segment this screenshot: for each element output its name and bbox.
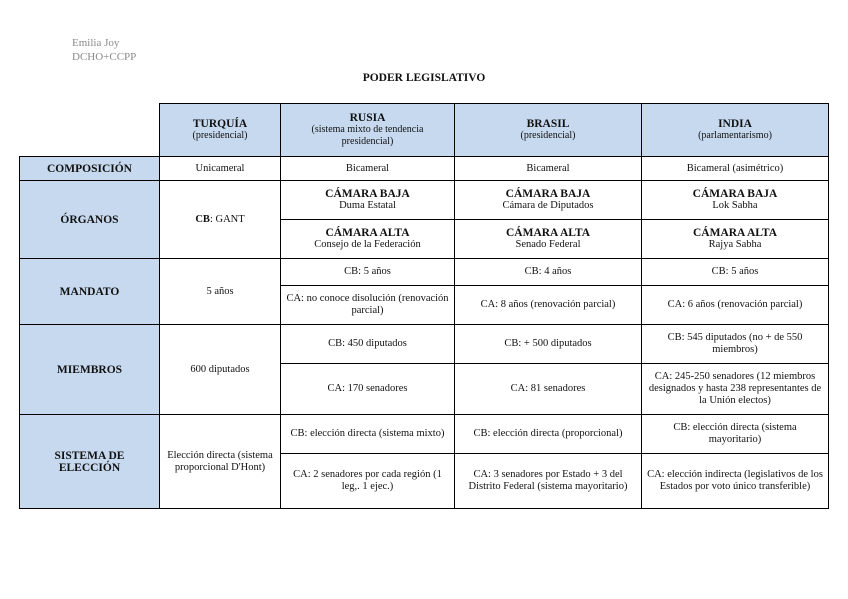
row-label-sistema: SISTEMA DE ELECCIÓN <box>20 415 160 509</box>
legislative-comparison-table <box>19 103 829 509</box>
row-mandato-cb <box>20 259 829 286</box>
cell-composicion-india: Bicameral (asimétrico) <box>642 157 829 181</box>
chamber-name: Duma Estatal <box>339 200 396 211</box>
cell-miembros-rusia-ca: CA: 170 senadores <box>281 364 455 415</box>
cell-miembros-india-ca: CA: 245-250 senadores (12 miembros designados y hasta 238 representantes de la Unión electos) <box>642 364 829 415</box>
cell-miembros-brasil-ca: CA: 81 senadores <box>455 364 642 415</box>
cell-sistema-india-cb: CB: elección directa (sistema mayoritario) <box>642 415 829 454</box>
organos-turquia-value: : GANT <box>209 213 245 225</box>
cell-mandato-rusia-cb: CB: 5 años <box>281 259 455 286</box>
chamber-title: CÁMARA ALTA <box>505 227 591 239</box>
row-miembros-cb <box>20 325 829 364</box>
cell-miembros-brasil-cb: CB: + 500 diputados <box>455 325 642 364</box>
column-name: RUSIA <box>349 112 386 124</box>
chamber-name: Rajya Sabha <box>708 239 762 250</box>
cell-organos-brasil-baja <box>455 181 642 220</box>
cell-mandato-turquia: 5 años <box>160 259 281 325</box>
cell-organos-rusia-baja <box>281 181 455 220</box>
cell-sistema-brasil-ca: CA: 3 senadores por Estado + 3 del Distrito Federal (sistema mayoritario) <box>455 454 642 509</box>
column-subtitle: (sistema mixto de tendencia presidencial) <box>311 124 424 147</box>
cell-sistema-rusia-ca: CA: 2 senadores por cada región (1 leg,. 1 ejec.) <box>281 454 455 509</box>
chamber-title: CÁMARA ALTA <box>325 227 410 239</box>
cell-miembros-india-cb: CB: 545 diputados (no + de 550 miembros) <box>642 325 829 364</box>
row-organos-baja <box>20 181 829 220</box>
row-label-miembros: MIEMBROS <box>20 325 160 415</box>
chamber-title: CÁMARA BAJA <box>692 188 778 200</box>
column-subtitle: (presidencial) <box>192 130 248 141</box>
chamber-title: CÁMARA ALTA <box>692 227 778 239</box>
cell-sistema-brasil-cb: CB: elección directa (proporcional) <box>455 415 642 454</box>
row-composicion <box>20 157 829 181</box>
column-header-rusia <box>281 104 455 157</box>
row-label-mandato: MANDATO <box>20 259 160 325</box>
cell-composicion-rusia: Bicameral <box>281 157 455 181</box>
cb-prefix: CB <box>195 213 210 225</box>
cell-sistema-turquia: Elección directa (sistema proporcional D'Hont) <box>160 415 281 509</box>
column-header-brasil <box>455 104 642 157</box>
column-name: TURQUÍA <box>192 118 248 130</box>
column-subtitle: (parlamentarismo) <box>698 130 772 141</box>
column-subtitle: (presidencial) <box>520 130 576 141</box>
cell-mandato-brasil-cb: CB: 4 años <box>455 259 642 286</box>
cell-organos-rusia-alta <box>281 220 455 259</box>
cell-organos-india-baja <box>642 181 829 220</box>
cell-mandato-india-cb: CB: 5 años <box>642 259 829 286</box>
column-header-turquia <box>160 104 281 157</box>
column-name: INDIA <box>718 118 752 130</box>
chamber-name: Senado Federal <box>515 239 581 250</box>
cell-organos-turquia <box>160 181 281 259</box>
cell-miembros-turquia: 600 diputados <box>160 325 281 415</box>
author-name: Emilia Joy <box>72 37 120 49</box>
cell-composicion-brasil: Bicameral <box>455 157 642 181</box>
chamber-name: Lok Sabha <box>712 200 758 211</box>
cell-organos-brasil-alta <box>455 220 642 259</box>
chamber-name: Cámara de Diputados <box>502 200 594 211</box>
author-course: DCHO+CCPP <box>72 51 137 63</box>
author-block <box>72 36 136 64</box>
document-title: PODER LEGISLATIVO <box>362 72 486 84</box>
cell-composicion-turquia: Unicameral <box>160 157 281 181</box>
cell-mandato-rusia-ca: CA: no conoce disolución (renovación parcial) <box>281 286 455 325</box>
chamber-name: Consejo de la Federación <box>314 239 421 250</box>
row-label-organos: ÓRGANOS <box>20 181 160 259</box>
corner-cell <box>20 104 160 157</box>
cell-mandato-india-ca: CA: 6 años (renovación parcial) <box>642 286 829 325</box>
cell-miembros-rusia-cb: CB: 450 diputados <box>281 325 455 364</box>
cell-organos-india-alta <box>642 220 829 259</box>
column-header-india <box>642 104 829 157</box>
cell-sistema-rusia-cb: CB: elección directa (sistema mixto) <box>281 415 455 454</box>
chamber-title: CÁMARA BAJA <box>505 188 591 200</box>
row-sistema-cb <box>20 415 829 454</box>
chamber-title: CÁMARA BAJA <box>325 188 410 200</box>
cell-mandato-brasil-ca: CA: 8 años (renovación parcial) <box>455 286 642 325</box>
header-row <box>20 104 829 157</box>
cell-sistema-india-ca: CA: elección indirecta (legislativos de los Estados por voto único transferible) <box>642 454 829 509</box>
column-name: BRASIL <box>526 118 570 130</box>
row-label-composicion: COMPOSICIÓN <box>20 157 160 181</box>
